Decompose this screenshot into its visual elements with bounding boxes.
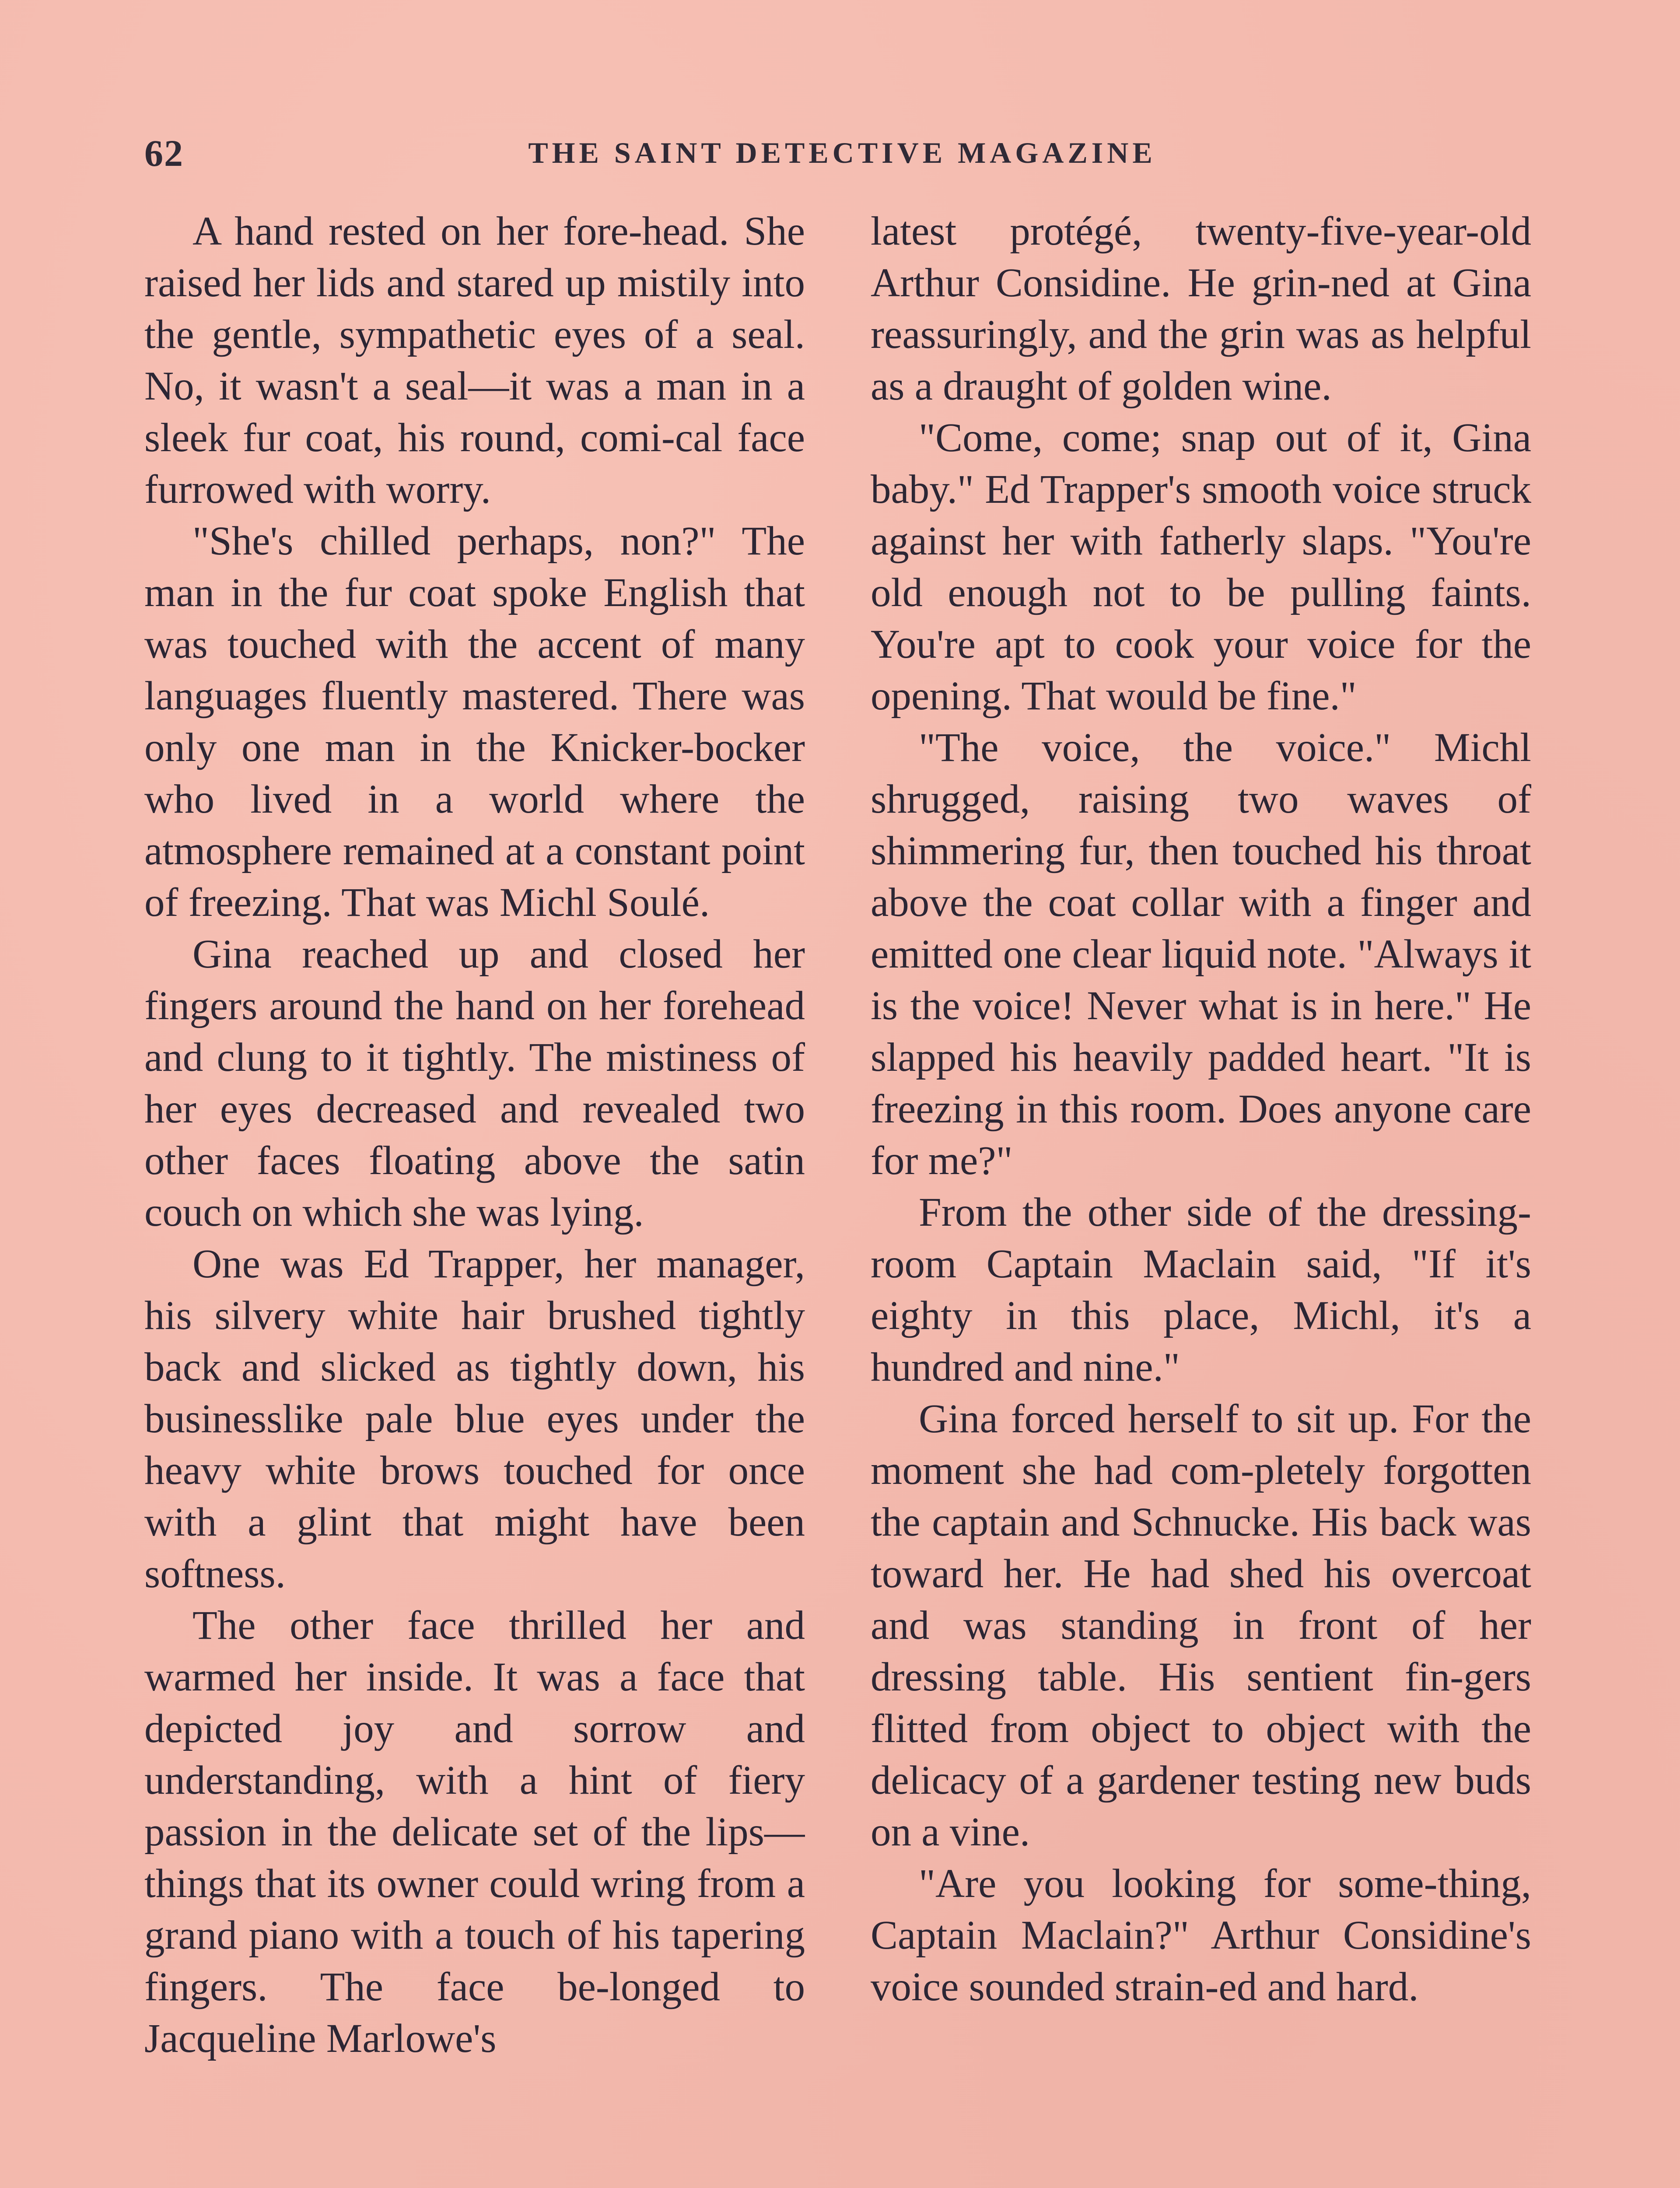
paragraph: "Come, come; snap out of it, Gina baby." Ed Trapper's smooth voice struck against her with fatherly slaps. "You're old enough not to be pulling faints. You're apt to cook your voice for the opening. That would be fine." [871,415,1531,719]
page-header [144,131,1540,184]
paragraph: "Are you looking for some-thing, Captain Maclain?" Arthur Considine's voice sounded strain-ed and hard. [871,1861,1531,2009]
paragraph: Gina reached up and closed her fingers around the hand on her forehead and clung to it tightly. The mistiness of her eyes decreased and revealed two other faces floating above the satin couch on which she was lying. [144,932,805,1235]
paragraph: "The voice, the voice." Michl shrugged, raising two waves of shimmering fur, then touched his throat above the coat collar with a finger and emitted one clear liquid note. "Always it is the voice! Never what is in here." He slapped his heavily padded heart. "It is freezing in this room. Does anyone care for me?" [871,725,1531,1183]
paragraph: "She's chilled perhaps, non?" The man in the fur coat spoke English that was touched with the accent of many languages fluently mastered. There was only one man in the Knicker-bocker who lived in a world where the atmosphere remained at a constant point of freezing. That was Michl Soulé. [144,519,805,925]
paragraph: The other face thrilled her and warmed her inside. It was a face that depicted joy and sorrow and understanding, with a hint of fiery passion in the delicate set of the lips—things that its owner could wring from a grand piano with a touch of his tapering fingers. The face be-longed to Jacqueline Marlowe's [144,1603,805,2061]
paragraph: From the other side of the dressing-room Captain Maclain said, "If it's eighty in this place, Michl, it's a hundred and nine." [871,1190,1531,1390]
page-number: 62 [144,132,184,174]
running-title: THE SAINT DETECTIVE MAGAZINE [528,136,1156,169]
right-column [871,206,1531,2188]
paragraph: One was Ed Trapper, her manager, his silvery white hair brushed tightly back and slicked as tightly down, his businesslike pale blue eyes under the heavy white brows touched for once with a glint that might have been softness. [144,1241,805,1596]
paragraph: A hand rested on her fore-head. She raised her lids and stared up mistily into the gentle, sympathetic eyes of a seal. No, it wasn't a seal—it was a man in a sleek fur coat, his round, comi-cal face furrowed with worry. [144,209,805,512]
left-column [144,206,805,2188]
paragraph: Gina forced herself to sit up. For the moment she had com-pletely forgotten the captain and Schnucke. His back was toward her. He had shed his overcoat and was standing in front of her dressing table. His sentient fin-gers flitted from object to object with the delicacy of a gardener testing new buds on a vine. [871,1396,1531,1855]
paragraph-continuation: latest protégé, twenty-five-year-old Arthur Considine. He grin-ned at Gina reassuringly, and the grin was as helpful as a draught of golden wine. [871,209,1531,409]
